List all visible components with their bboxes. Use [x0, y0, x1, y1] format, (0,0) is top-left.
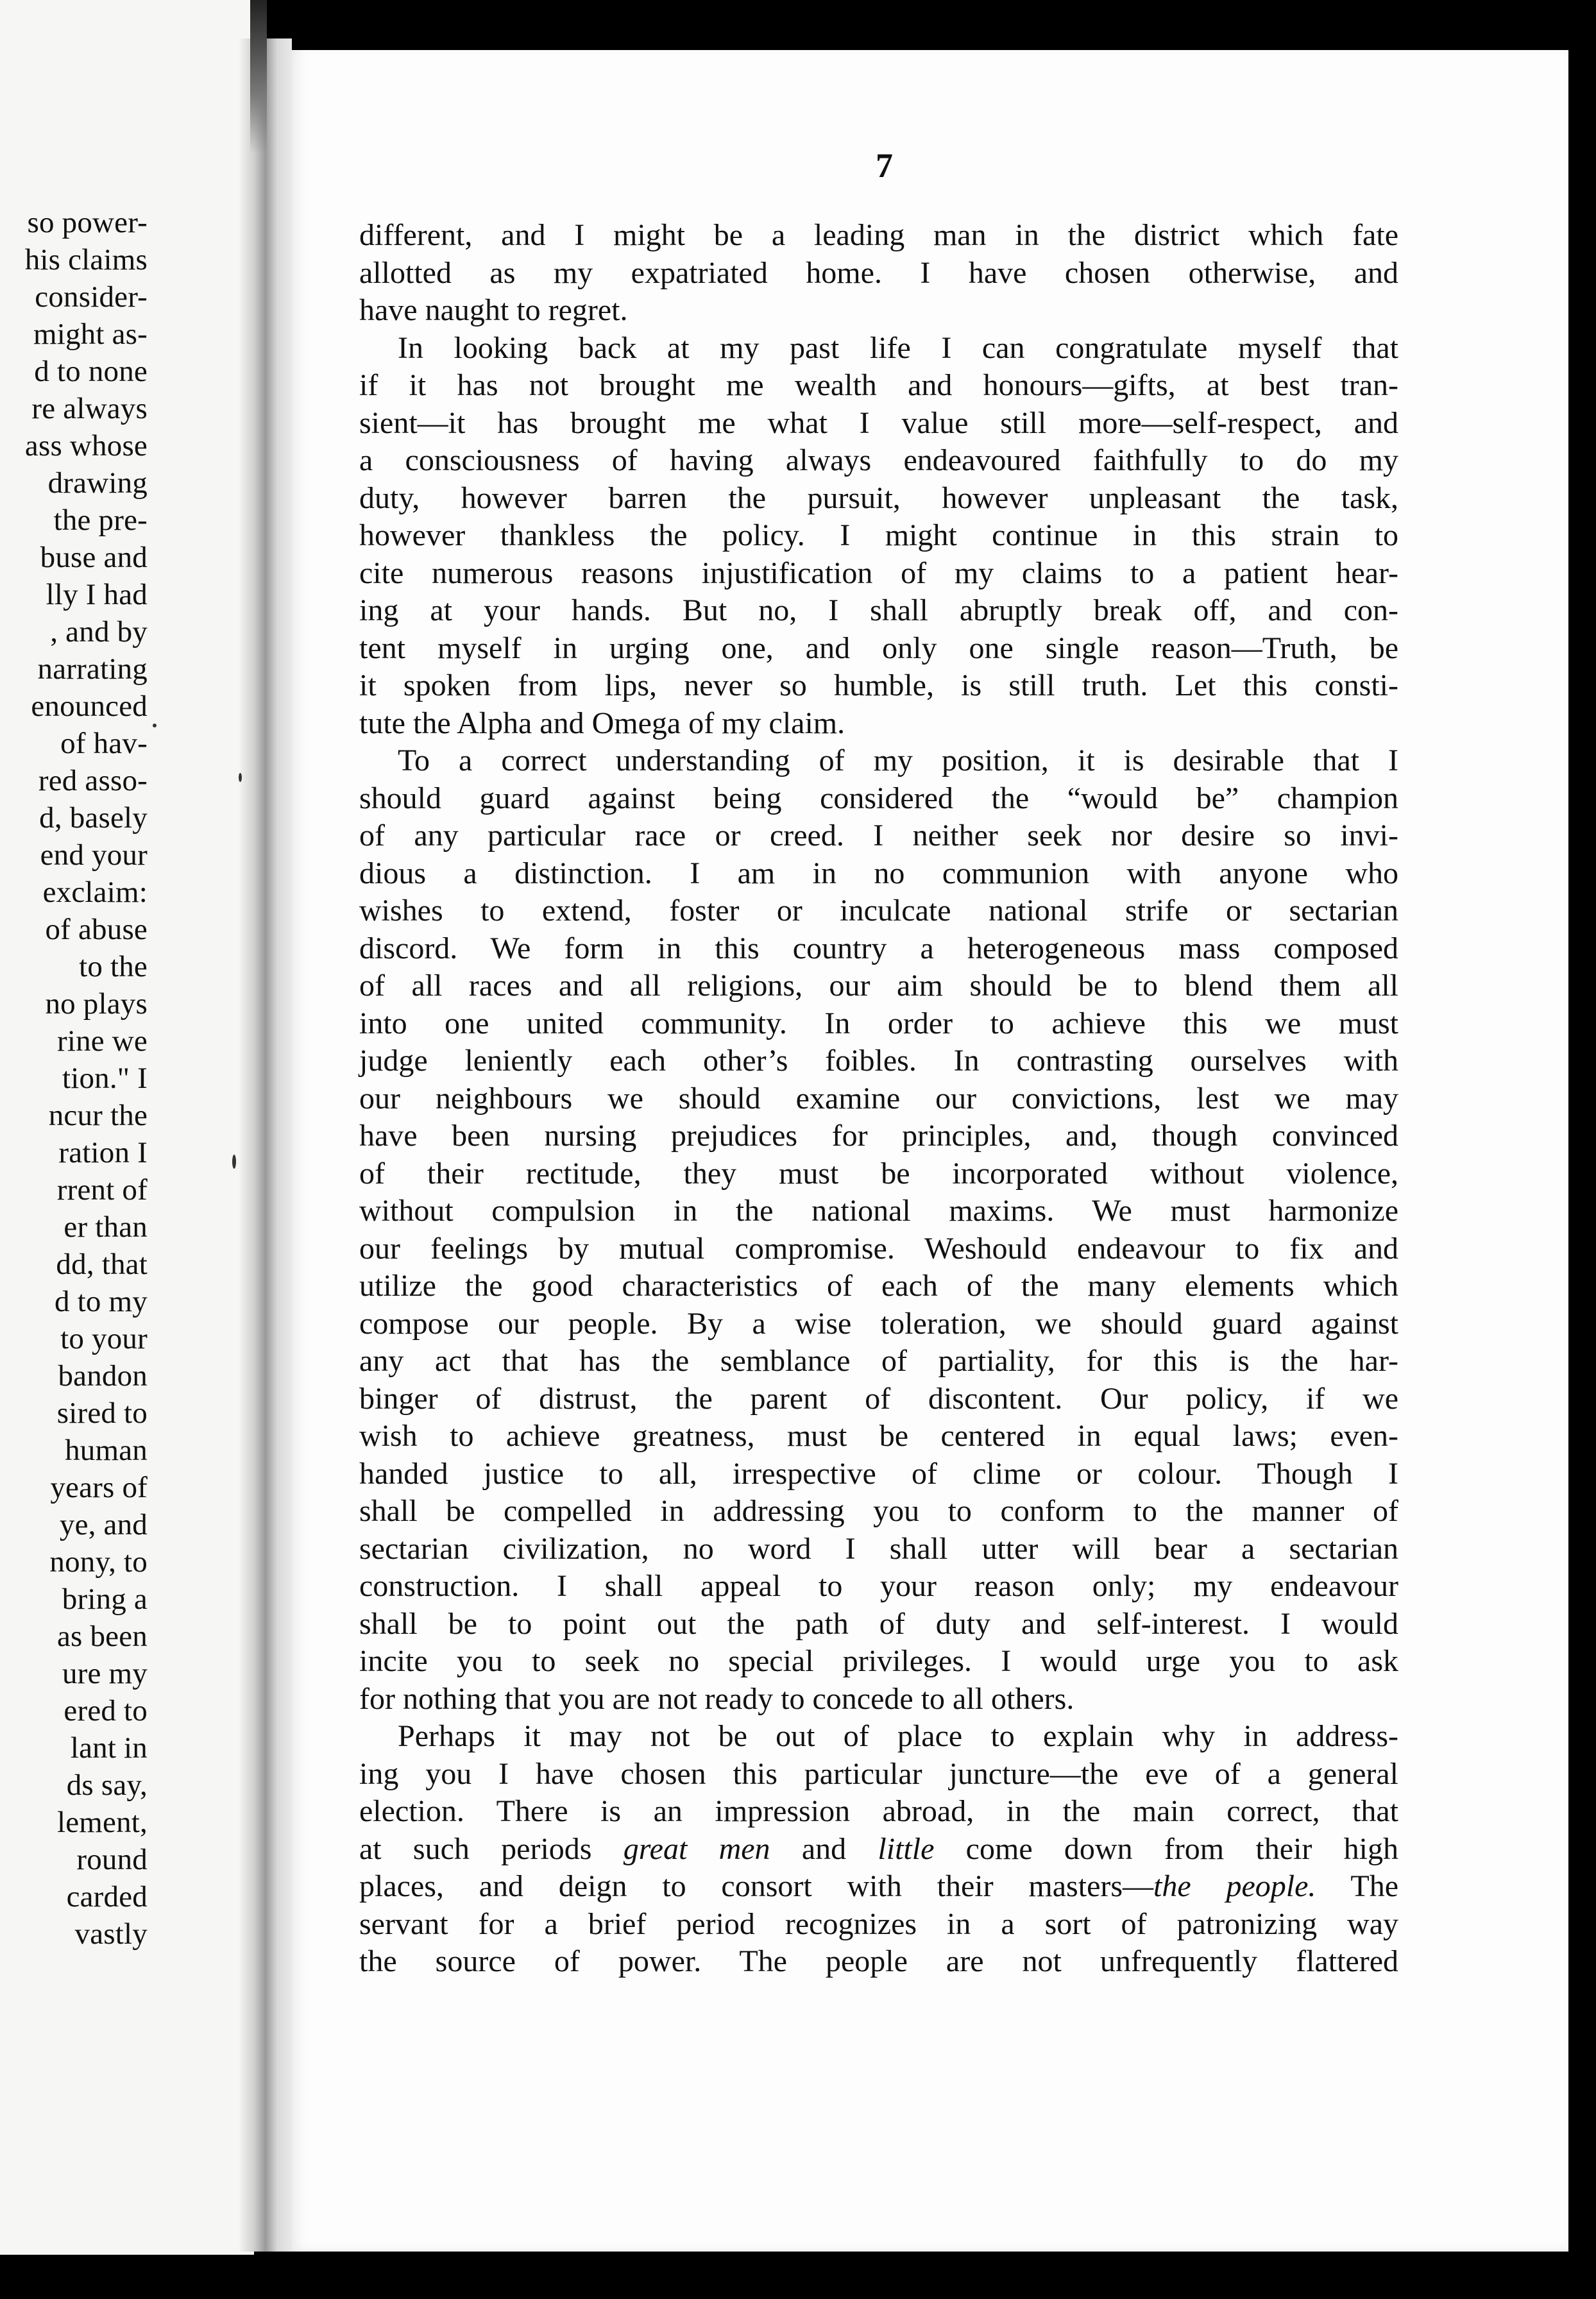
text-line: tent myself in urging one, and only one single reason—Truth, be [359, 631, 1398, 665]
text-line: sectarian civilization, no word I shall utter will bear a sectarian [359, 1531, 1398, 1566]
text-run: The [1316, 1869, 1398, 1903]
facing-line: rine we [56, 1024, 148, 1058]
text-line: duty, however barren the pursuit, however unpleasant the task, [359, 480, 1398, 515]
text-line: wish to achieve greatness, must be centered in equal laws; even- [359, 1419, 1398, 1453]
text-line: construction. I shall appeal to your reason only; my endeavour [359, 1569, 1398, 1603]
text-line: it spoken from lips, never so humble, is still truth. Let this consti- [359, 668, 1398, 702]
text-line: should guard against being considered the “would be” champion [359, 781, 1398, 815]
text-line: dious a distinction. I am in no communion with anyone who [359, 856, 1398, 890]
italic-phrase: the people. [1153, 1869, 1316, 1903]
text-line: have naught to regret. [359, 293, 628, 327]
facing-line: vastly [74, 1917, 148, 1951]
scan-border-top [292, 0, 1596, 50]
text-line: sient—it has brought me what I value still more—self-respect, and [359, 405, 1398, 440]
text-line: any act that has the semblance of partiality, for this is the har- [359, 1344, 1398, 1378]
facing-line: consider- [35, 280, 148, 314]
text-line: a consciousness of having always endeavoured faithfully to do my [359, 443, 1398, 477]
text-run: come down from their high [934, 1831, 1398, 1866]
facing-line: as been [56, 1620, 148, 1653]
facing-line: bring a [62, 1582, 148, 1616]
text-line: of all races and all religions, our aim should be to blend them all [359, 969, 1398, 1003]
paragraph-first-line: In looking back at my past life I can congratulate myself that [398, 330, 1398, 365]
text-run: at such periods [359, 1831, 624, 1866]
text-line: of their rectitude, they must be incorporated without violence, [359, 1156, 1398, 1191]
text-line: if it has not brought me wealth and honours—gifts, at best tran- [359, 368, 1398, 402]
facing-line: ncur the [48, 1099, 148, 1132]
facing-line: red asso- [38, 764, 148, 797]
text-line: of any particular race or creed. I neither seek nor desire so invi- [359, 819, 1398, 853]
facing-line: tion." I [62, 1062, 148, 1095]
text-line: ing at your hands. But no, I shall abruptly break off, and con- [359, 593, 1398, 627]
facing-line: of hav- [60, 727, 148, 760]
text-line: incite you to seek no special privileges. I would urge you to ask [359, 1644, 1398, 1678]
gutter-top-shadow [250, 0, 267, 154]
scan-speck [239, 773, 242, 782]
text-run: places, and deign to consort with their masters— [359, 1869, 1154, 1903]
facing-line: d, basely [39, 801, 148, 835]
text-line: shall be to point out the path of duty and self-interest. I would [359, 1606, 1398, 1641]
text-line: different, and I might be a leading man in the district which fate [359, 218, 1398, 252]
facing-line: dd, that [56, 1248, 148, 1281]
facing-line: so power- [27, 206, 148, 239]
facing-line: end your [40, 838, 148, 872]
text-line: allotted as my expatriated home. I have chosen otherwise, and [359, 255, 1398, 290]
facing-line: buse and [40, 541, 148, 574]
facing-line: to your [60, 1322, 148, 1355]
facing-line: enounced [31, 690, 148, 723]
facing-line: of abuse [45, 913, 148, 946]
facing-line: ered to [64, 1694, 148, 1727]
facing-line: might as- [33, 318, 148, 351]
facing-line: re always [31, 392, 148, 425]
text-line-with-italics [359, 1868, 1398, 1906]
text-line: judge leniently each other’s foibles. In contrasting ourselves with [359, 1044, 1398, 1078]
text-line: handed justice to all, irrespective of clime or colour. Though I [359, 1456, 1398, 1491]
facing-line: carded [66, 1880, 148, 1913]
text-line: compose our people. By a wise toleration, we should guard against [359, 1306, 1398, 1341]
facing-line: the pre- [53, 504, 148, 537]
facing-line: lement, [56, 1806, 148, 1839]
page-number: 7 [876, 146, 893, 185]
facing-line: lant in [70, 1731, 148, 1765]
text-line: for nothing that you are not ready to concede to all others. [359, 1681, 1074, 1716]
scan-speck [153, 724, 157, 727]
facing-line: ds say, [66, 1769, 148, 1802]
text-line: our feelings by mutual compromise. Weshould endeavour to fix and [359, 1231, 1398, 1266]
facing-line: round [76, 1843, 148, 1876]
text-line: cite numerous reasons injustification of my claims to a patient hear- [359, 556, 1398, 590]
facing-line: exclaim: [42, 876, 148, 909]
facing-line: d to none [34, 355, 148, 388]
text-line: have been nursing prejudices for principles, and, though convinced [359, 1119, 1398, 1153]
text-line: wishes to extend, foster or inculcate national strife or sectarian [359, 894, 1398, 928]
text-line: servant for a brief period recognizes in a sort of patronizing way [359, 1906, 1398, 1941]
facing-line: narrating [37, 652, 148, 686]
facing-line: rrent of [56, 1173, 148, 1207]
facing-line: drawing [47, 466, 148, 500]
text-line: however thankless the policy. I might continue in this strain to [359, 518, 1398, 552]
facing-line: d to my [54, 1285, 148, 1318]
facing-line: ure my [62, 1657, 148, 1690]
text-line: binger of distrust, the parent of discontent. Our policy, if we [359, 1381, 1398, 1416]
text-line: without compulsion in the national maxims. We must harmonize [359, 1194, 1398, 1228]
scan-border-bottom [0, 2255, 1596, 2299]
facing-page-left [0, 0, 254, 2299]
italic-phrase: great men [623, 1831, 770, 1866]
facing-line: er than [64, 1210, 148, 1244]
facing-line: , and by [50, 615, 148, 649]
text-line: utilize the good characteristics of each of the many elements which [359, 1269, 1398, 1303]
facing-line: ration I [58, 1136, 148, 1169]
text-line: the source of power. The people are not unfrequently flattered [359, 1944, 1398, 1978]
text-line: discord. We form in this country a heterogeneous mass composed [359, 931, 1398, 965]
facing-line: sired to [56, 1396, 148, 1430]
facing-line: to the [79, 950, 148, 983]
paragraph-first-line: To a correct understanding of my position, it is desirable that I [398, 743, 1398, 777]
italic-phrase: little [878, 1831, 935, 1866]
text-line-with-italics [359, 1831, 1398, 1869]
facing-line: human [65, 1434, 148, 1467]
scan-speck [232, 1155, 236, 1169]
facing-line: nony, to [49, 1545, 148, 1579]
facing-line: his claims [24, 243, 148, 276]
text-run: and [770, 1831, 878, 1866]
text-line: tute the Alpha and Omega of my claim. [359, 706, 845, 740]
page-body-text [359, 217, 1398, 1981]
text-line: ing you I have chosen this particular juncture—the eve of a general [359, 1756, 1398, 1791]
facing-line: ass whose [24, 429, 148, 462]
facing-line: bandon [58, 1359, 148, 1393]
facing-line: ye, and [59, 1508, 148, 1541]
facing-line: no plays [45, 987, 148, 1021]
text-line: shall be compelled in addressing you to conform to the manner of [359, 1494, 1398, 1528]
text-line: election. There is an impression abroad, in the main correct, that [359, 1794, 1398, 1828]
facing-line: lly I had [46, 578, 148, 611]
facing-line: years of [50, 1471, 148, 1504]
paragraph-first-line: Perhaps it may not be out of place to explain why in address- [398, 1719, 1398, 1753]
text-line: our neighbours we should examine our convictions, lest we may [359, 1081, 1398, 1116]
text-line: into one united community. In order to achieve this we must [359, 1006, 1398, 1040]
